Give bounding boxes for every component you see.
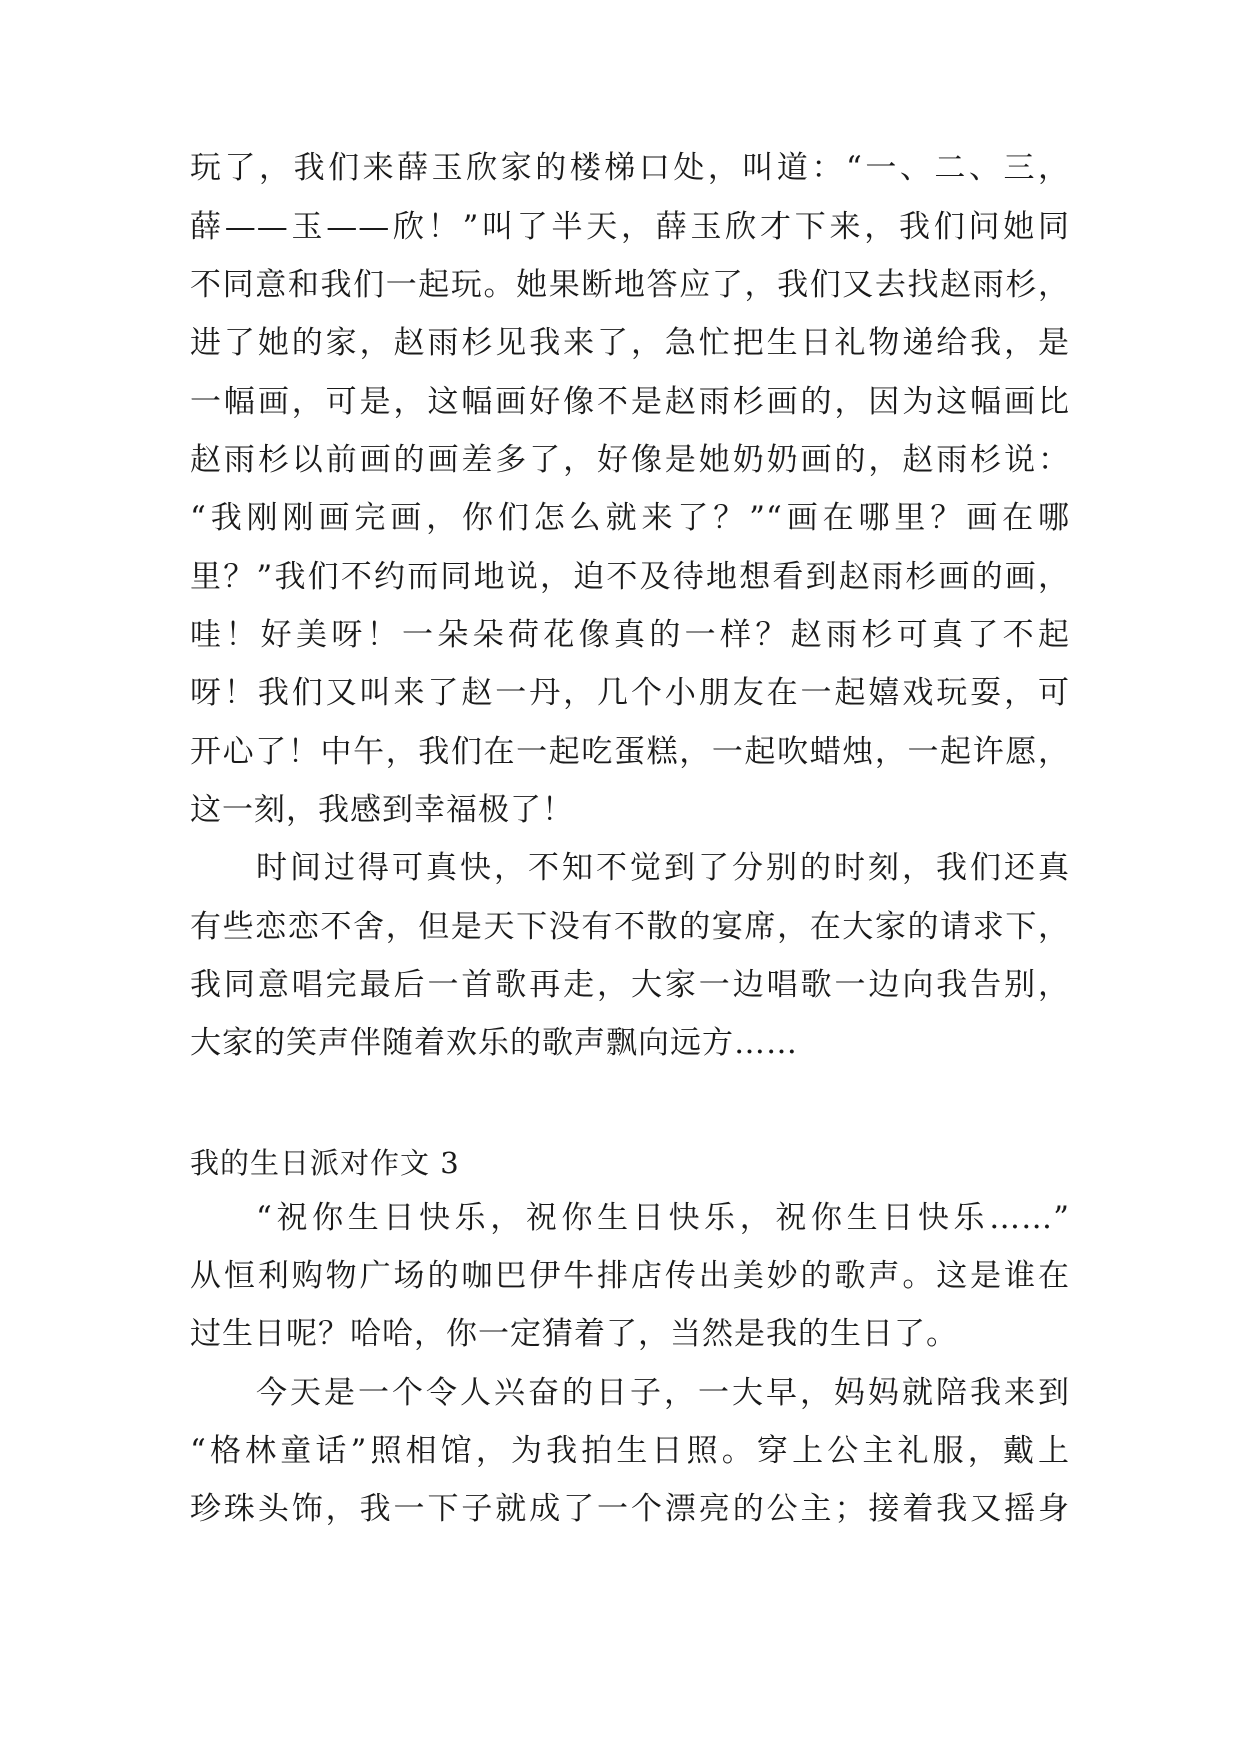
text-line: 里？”我们不约而同地说，迫不及待地想看到赵雨杉画的画， <box>190 559 1070 595</box>
text-line: 过生日呢？哈哈，你一定猜着了，当然是我的生日了。 <box>190 1316 958 1352</box>
text-line: 开心了！中午，我们在一起吃蛋糕，一起吹蜡烛，一起许愿， <box>190 734 1070 770</box>
text-line: 赵雨杉以前画的画差多了，好像是她奶奶画的，赵雨杉说： <box>190 442 1070 478</box>
text-line: 哇！好美呀！一朵朵荷花像真的一样？赵雨杉可真了不起 <box>190 617 1070 653</box>
text-line: 玩了，我们来薛玉欣家的楼梯口处，叫道：“一、二、三， <box>190 150 1070 186</box>
text-line: 呀！我们又叫来了赵一丹，几个小朋友在一起嬉戏玩耍，可 <box>190 675 1070 711</box>
section-title: 我的生日派对作文 3 <box>190 1146 460 1180</box>
text-line: 有些恋恋不舍，但是天下没有不散的宴席，在大家的请求下， <box>190 909 1070 945</box>
text-line: 进了她的家，赵雨杉见我来了，急忙把生日礼物递给我，是 <box>190 325 1070 361</box>
text-line: 不同意和我们一起玩。她果断地答应了，我们又去找赵雨杉， <box>190 267 1070 303</box>
text-line: 珍珠头饰，我一下子就成了一个漂亮的公主；接着我又摇身 <box>190 1491 1070 1527</box>
text-line: 从恒利购物广场的咖巴伊牛排店传出美妙的歌声。这是谁在 <box>190 1258 1070 1294</box>
text-line: 一幅画，可是，这幅画好像不是赵雨杉画的，因为这幅画比 <box>190 384 1070 420</box>
text-line: 今天是一个令人兴奋的日子，一大早，妈妈就陪我来到 <box>256 1375 1070 1411</box>
text-line: 时间过得可真快，不知不觉到了分别的时刻，我们还真 <box>256 850 1070 886</box>
text-line: “我刚刚画完画，你们怎么就来了？”“画在哪里？画在哪 <box>190 500 1070 536</box>
text-line: “祝你生日快乐，祝你生日快乐，祝你生日快乐……” <box>256 1200 1070 1236</box>
text-line: “格林童话”照相馆，为我拍生日照。穿上公主礼服，戴上 <box>190 1433 1070 1469</box>
text-line: 薛——玉——欣！”叫了半天，薛玉欣才下来，我们问她同 <box>190 209 1070 245</box>
text-line: 大家的笑声伴随着欢乐的歌声飘向远方…… <box>190 1025 798 1061</box>
text-line: 我同意唱完最后一首歌再走，大家一边唱歌一边向我告别， <box>190 967 1070 1003</box>
text-line: 这一刻，我感到幸福极了！ <box>190 792 574 828</box>
